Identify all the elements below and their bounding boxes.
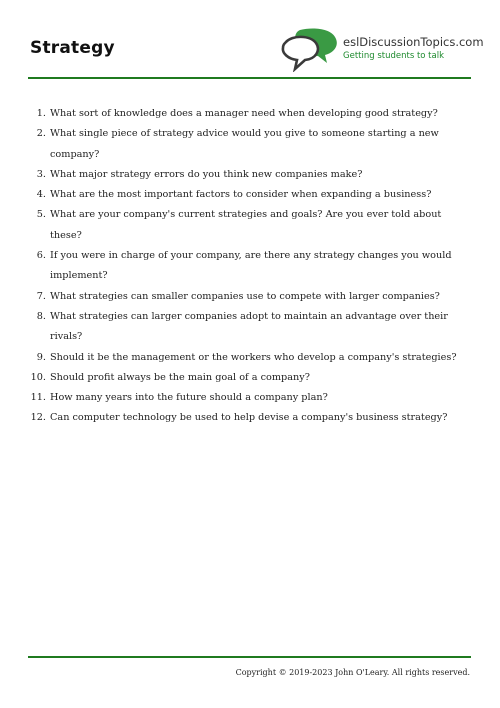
list-item xyxy=(28,104,474,124)
question-list xyxy=(28,104,474,429)
question-text: If you were in charge of your company, are there any strategy changes you would implement? xyxy=(50,250,452,282)
question-text: Should profit always be the main goal of a company? xyxy=(50,371,310,383)
question-text: What single piece of strategy advice would you give to someone starting a new company? xyxy=(50,128,439,160)
list-item xyxy=(28,246,474,287)
header-divider xyxy=(28,77,471,79)
question-number: 5. xyxy=(36,209,46,221)
question-text: Should it be the management or the workers who develop a company's strategies? xyxy=(50,351,457,363)
speech-bubbles-icon xyxy=(280,28,342,72)
list-item xyxy=(28,307,474,348)
question-text: What strategies can smaller companies use to compete with larger companies? xyxy=(50,290,440,302)
brand-name: eslDiscussionTopics.com xyxy=(343,35,484,49)
question-number: 9. xyxy=(36,351,46,363)
question-number: 3. xyxy=(36,168,46,180)
question-text: How many years into the future should a company plan? xyxy=(50,392,328,404)
question-number: 12. xyxy=(30,412,46,424)
list-item xyxy=(28,348,474,368)
question-number: 11. xyxy=(30,392,46,404)
question-text: Can computer technology be used to help devise a company's business strategy? xyxy=(50,412,448,424)
list-item xyxy=(28,205,474,246)
question-number: 7. xyxy=(36,290,46,302)
question-number: 4. xyxy=(36,189,46,201)
list-item xyxy=(28,185,474,205)
list-item xyxy=(28,408,474,428)
question-text: What sort of knowledge does a manager need when developing good strategy? xyxy=(50,108,438,119)
brand-tagline: Getting students to talk xyxy=(343,51,445,61)
question-number: 10. xyxy=(30,371,46,383)
site-logo xyxy=(280,28,484,72)
question-text: What are your company's current strategies and goals? Are you ever told about these? xyxy=(50,209,442,241)
list-item xyxy=(28,165,474,185)
question-text: What major strategy errors do you think new companies make? xyxy=(50,168,363,180)
copyright-notice: Copyright © 2019-2023 John O'Leary. All rights reserved. xyxy=(235,668,470,677)
question-number: 2. xyxy=(36,128,46,140)
question-text: What are the most important factors to consider when expanding a business? xyxy=(50,189,432,201)
page-title: Strategy xyxy=(30,38,115,58)
question-number: 6. xyxy=(36,250,46,262)
list-item xyxy=(28,388,474,408)
question-number: 8. xyxy=(36,310,46,322)
footer-divider xyxy=(28,656,471,658)
list-item xyxy=(28,287,474,307)
list-item xyxy=(28,124,474,165)
question-text: What strategies can larger companies adopt to maintain an advantage over their rivals? xyxy=(50,310,448,343)
question-number: 1. xyxy=(36,108,46,119)
list-item xyxy=(28,368,474,388)
